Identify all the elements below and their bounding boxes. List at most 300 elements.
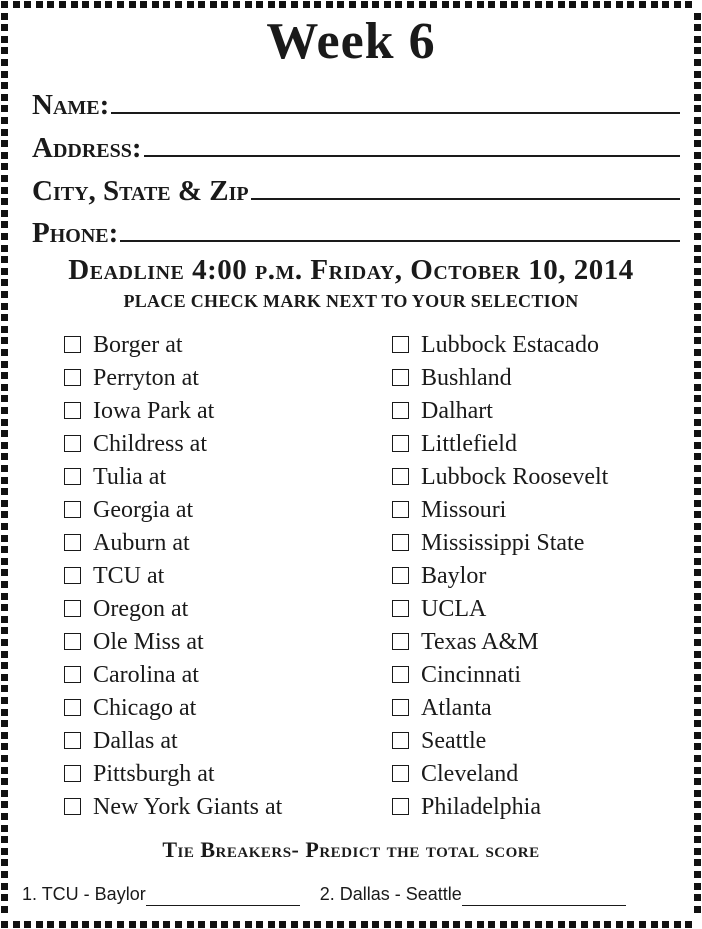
home-team-label: Georgia at bbox=[93, 496, 194, 523]
game-row bbox=[64, 592, 684, 625]
border-dash bbox=[1, 361, 8, 368]
checkbox[interactable] bbox=[64, 402, 81, 419]
home-team-label: Auburn at bbox=[93, 529, 190, 556]
border-dash bbox=[163, 1, 170, 8]
border-dash bbox=[523, 921, 530, 928]
border-dash bbox=[117, 921, 124, 928]
border-dash bbox=[453, 921, 460, 928]
game-row bbox=[64, 493, 684, 526]
page-title: Week 6 bbox=[266, 13, 436, 70]
border-dash bbox=[24, 1, 31, 8]
border-dash bbox=[694, 558, 701, 565]
border-dash bbox=[268, 921, 275, 928]
tiebreaker-1[interactable] bbox=[22, 882, 300, 906]
away-pick[interactable] bbox=[392, 790, 541, 823]
border-dash bbox=[453, 1, 460, 8]
border-dash bbox=[694, 268, 701, 275]
away-pick[interactable] bbox=[392, 394, 493, 427]
border-dash bbox=[651, 1, 658, 8]
border-dash bbox=[694, 326, 701, 333]
name-line[interactable] bbox=[111, 84, 680, 114]
border-dash bbox=[105, 921, 112, 928]
border-dash bbox=[581, 921, 588, 928]
border-dash bbox=[140, 1, 147, 8]
away-pick[interactable] bbox=[392, 427, 517, 460]
checkbox[interactable] bbox=[64, 798, 81, 815]
phone-label: Phone: bbox=[32, 217, 119, 249]
tiebreaker-2-line[interactable] bbox=[462, 887, 626, 906]
checkbox[interactable] bbox=[64, 435, 81, 452]
border-dash bbox=[569, 921, 576, 928]
border-dash bbox=[82, 1, 89, 8]
border-dash bbox=[1, 233, 8, 240]
border-dash bbox=[256, 921, 263, 928]
border-dash bbox=[694, 314, 701, 321]
game-row bbox=[64, 559, 684, 592]
border-dash bbox=[694, 419, 701, 426]
border-dash bbox=[694, 47, 701, 54]
border-dash bbox=[1, 419, 8, 426]
home-team-label: Iowa Park at bbox=[93, 397, 215, 424]
home-team-label: Perryton at bbox=[93, 364, 199, 391]
border-dash bbox=[694, 349, 701, 356]
checkbox[interactable] bbox=[64, 765, 81, 782]
home-team-label: TCU at bbox=[93, 562, 165, 589]
border-dash bbox=[694, 709, 701, 716]
border-dash bbox=[129, 921, 136, 928]
border-dash bbox=[694, 616, 701, 623]
border-dash bbox=[694, 535, 701, 542]
checkbox[interactable] bbox=[392, 666, 409, 683]
border-dash bbox=[694, 256, 701, 263]
border-dash bbox=[47, 1, 54, 8]
border-dash bbox=[694, 732, 701, 739]
border-dash bbox=[326, 921, 333, 928]
away-pick[interactable] bbox=[392, 757, 518, 790]
border-dash bbox=[1, 523, 8, 530]
away-pick[interactable] bbox=[392, 592, 486, 625]
border-dash bbox=[694, 465, 701, 472]
border-dash bbox=[1, 848, 8, 855]
border-dash bbox=[1, 1, 8, 8]
away-team-label: Missouri bbox=[421, 496, 507, 523]
border-dash bbox=[694, 801, 701, 808]
border-dash bbox=[442, 1, 449, 8]
tiebreaker-2[interactable] bbox=[320, 882, 626, 906]
home-pick[interactable] bbox=[64, 460, 166, 493]
border-dash bbox=[1, 801, 8, 808]
border-dash bbox=[1, 314, 8, 321]
border-dash bbox=[1, 349, 8, 356]
border-dash bbox=[1, 337, 8, 344]
border-dash bbox=[1, 906, 8, 913]
home-team-label: Ole Miss at bbox=[93, 628, 204, 655]
entry-form bbox=[18, 10, 684, 904]
phone-field[interactable] bbox=[32, 206, 680, 248]
border-dash bbox=[535, 1, 542, 8]
border-dash bbox=[694, 546, 701, 553]
border-dash bbox=[500, 921, 507, 928]
checkbox[interactable] bbox=[64, 600, 81, 617]
game-row bbox=[64, 757, 684, 790]
border-dash bbox=[1, 921, 8, 928]
border-dash bbox=[187, 921, 194, 928]
home-pick[interactable] bbox=[64, 724, 178, 757]
home-pick[interactable] bbox=[64, 625, 204, 658]
border-dash bbox=[1, 291, 8, 298]
away-team-label: Mississippi State bbox=[421, 529, 585, 556]
border-dash bbox=[1, 407, 8, 414]
checkbox[interactable] bbox=[64, 567, 81, 584]
checkbox[interactable] bbox=[64, 501, 81, 518]
checkbox[interactable] bbox=[392, 765, 409, 782]
border-dash bbox=[694, 384, 701, 391]
border-dash bbox=[616, 921, 623, 928]
checkbox[interactable] bbox=[64, 336, 81, 353]
border-dash bbox=[694, 291, 701, 298]
border-dash bbox=[465, 1, 472, 8]
checkbox[interactable] bbox=[64, 534, 81, 551]
border-dash bbox=[694, 372, 701, 379]
border-dash bbox=[1, 82, 8, 89]
game-row bbox=[64, 427, 684, 460]
checkbox[interactable] bbox=[392, 732, 409, 749]
border-dash bbox=[1, 569, 8, 576]
away-pick[interactable] bbox=[392, 526, 584, 559]
city-state-zip-label: City, State & Zip bbox=[32, 175, 249, 207]
border-dash bbox=[13, 921, 20, 928]
home-pick[interactable] bbox=[64, 493, 193, 526]
border-dash bbox=[221, 921, 228, 928]
border-dash bbox=[694, 152, 701, 159]
checkbox[interactable] bbox=[392, 402, 409, 419]
phone-line[interactable] bbox=[120, 212, 680, 242]
border-dash bbox=[1, 627, 8, 634]
border-dash bbox=[210, 921, 217, 928]
checkbox[interactable] bbox=[392, 567, 409, 584]
border-dash bbox=[1, 778, 8, 785]
border-dash bbox=[1, 268, 8, 275]
border-dash bbox=[1, 140, 8, 147]
border-dash bbox=[233, 1, 240, 8]
border-dash bbox=[694, 500, 701, 507]
home-pick[interactable] bbox=[64, 427, 207, 460]
border-dash bbox=[384, 921, 391, 928]
away-team-label: Bushland bbox=[421, 364, 512, 391]
border-dash bbox=[674, 1, 681, 8]
deadline-text: Deadline 4:00 p.m. Friday, October 10, 2014 bbox=[68, 254, 634, 286]
border-dash bbox=[694, 778, 701, 785]
checkbox[interactable] bbox=[392, 633, 409, 650]
border-dash bbox=[187, 1, 194, 8]
border-dash bbox=[694, 883, 701, 890]
border-dash bbox=[694, 233, 701, 240]
checkbox[interactable] bbox=[392, 798, 409, 815]
border-dash bbox=[1, 47, 8, 54]
home-team-label: Childress at bbox=[93, 430, 207, 457]
border-dash bbox=[694, 697, 701, 704]
border-dash bbox=[694, 651, 701, 658]
border-dash bbox=[1, 662, 8, 669]
border-dash bbox=[511, 1, 518, 8]
border-dash bbox=[1, 674, 8, 681]
border-dash bbox=[694, 71, 701, 78]
away-pick[interactable] bbox=[392, 559, 486, 592]
border-dash bbox=[314, 921, 321, 928]
city-state-zip-line[interactable] bbox=[251, 170, 680, 200]
border-dash bbox=[337, 921, 344, 928]
border-dash bbox=[546, 1, 553, 8]
home-pick[interactable] bbox=[64, 394, 214, 427]
border-dash bbox=[685, 921, 692, 928]
border-dash bbox=[694, 674, 701, 681]
home-team-label: Chicago at bbox=[93, 694, 197, 721]
border-dash bbox=[1, 488, 8, 495]
border-dash bbox=[694, 581, 701, 588]
border-dash bbox=[1, 94, 8, 101]
away-pick[interactable] bbox=[392, 724, 486, 757]
border-dash bbox=[500, 1, 507, 8]
address-field[interactable] bbox=[32, 121, 680, 163]
border-dash bbox=[94, 1, 101, 8]
checkbox[interactable] bbox=[392, 534, 409, 551]
checkbox[interactable] bbox=[392, 435, 409, 452]
game-row bbox=[64, 394, 684, 427]
border-dash bbox=[488, 921, 495, 928]
border-dash bbox=[639, 1, 646, 8]
away-team-label: UCLA bbox=[421, 595, 487, 622]
border-dash bbox=[337, 1, 344, 8]
tiebreaker-2-label: 2. Dallas - Seattle bbox=[319, 884, 462, 904]
border-dash bbox=[1, 639, 8, 646]
tiebreaker-row bbox=[22, 882, 682, 906]
checkbox[interactable] bbox=[64, 732, 81, 749]
border-dash bbox=[1, 697, 8, 704]
checkbox[interactable] bbox=[64, 633, 81, 650]
border-dash bbox=[1, 59, 8, 66]
border-dash bbox=[1, 465, 8, 472]
away-team-label: Philadelphia bbox=[421, 793, 541, 820]
border-dash bbox=[1, 245, 8, 252]
away-pick[interactable] bbox=[392, 625, 539, 658]
border-dash bbox=[291, 1, 298, 8]
home-pick[interactable] bbox=[64, 592, 188, 625]
home-team-label: Dallas at bbox=[93, 727, 178, 754]
border-dash bbox=[694, 477, 701, 484]
border-dash bbox=[1, 720, 8, 727]
border-dash bbox=[384, 1, 391, 8]
border-dash bbox=[694, 755, 701, 762]
border-dash bbox=[694, 303, 701, 310]
checkbox[interactable] bbox=[64, 699, 81, 716]
border-dash bbox=[694, 442, 701, 449]
border-dash bbox=[1, 685, 8, 692]
border-dash bbox=[694, 871, 701, 878]
border-dash bbox=[694, 767, 701, 774]
border-dash bbox=[245, 1, 252, 8]
checkbox[interactable] bbox=[64, 666, 81, 683]
border-dash bbox=[1, 105, 8, 112]
tiebreaker-1-label: 1. TCU - Baylor bbox=[22, 884, 146, 904]
border-dash bbox=[694, 279, 701, 286]
border-dash bbox=[105, 1, 112, 8]
border-dash bbox=[1, 36, 8, 43]
border-dash bbox=[694, 685, 701, 692]
home-pick[interactable] bbox=[64, 691, 196, 724]
border-dash bbox=[221, 1, 228, 8]
border-dash bbox=[694, 488, 701, 495]
border-dash bbox=[593, 1, 600, 8]
away-team-label: Lubbock Estacado bbox=[421, 331, 599, 358]
home-team-label: New York Giants at bbox=[93, 793, 283, 820]
border-dash bbox=[349, 921, 356, 928]
border-dash bbox=[1, 198, 8, 205]
border-dash bbox=[694, 129, 701, 136]
border-dash bbox=[24, 921, 31, 928]
border-dash bbox=[523, 1, 530, 8]
home-pick[interactable] bbox=[64, 757, 215, 790]
home-pick[interactable] bbox=[64, 658, 199, 691]
checkbox[interactable] bbox=[64, 369, 81, 386]
checkbox[interactable] bbox=[64, 468, 81, 485]
border-dash bbox=[1, 221, 8, 228]
border-dash bbox=[477, 1, 484, 8]
border-dash bbox=[694, 24, 701, 31]
home-pick[interactable] bbox=[64, 526, 190, 559]
border-dash bbox=[465, 921, 472, 928]
away-team-label: Texas A&M bbox=[421, 628, 539, 655]
border-dash bbox=[1, 187, 8, 194]
border-dash bbox=[694, 407, 701, 414]
home-pick[interactable] bbox=[64, 328, 183, 361]
border-dash bbox=[163, 921, 170, 928]
tiebreaker-1-line[interactable] bbox=[146, 887, 300, 906]
border-dash bbox=[604, 1, 611, 8]
checkbox[interactable] bbox=[392, 369, 409, 386]
border-dash bbox=[1, 129, 8, 136]
game-row bbox=[64, 625, 684, 658]
border-dash bbox=[639, 921, 646, 928]
checkbox[interactable] bbox=[392, 336, 409, 353]
border-dash bbox=[511, 921, 518, 928]
border-dash bbox=[1, 883, 8, 890]
home-pick[interactable] bbox=[64, 790, 282, 823]
border-dash bbox=[694, 836, 701, 843]
name-field[interactable] bbox=[32, 78, 680, 120]
border-dash bbox=[694, 187, 701, 194]
border-dash bbox=[1, 152, 8, 159]
border-dash bbox=[694, 221, 701, 228]
border-dash bbox=[268, 1, 275, 8]
home-team-label: Oregon at bbox=[93, 595, 189, 622]
border-dash bbox=[546, 921, 553, 928]
border-dash bbox=[1, 477, 8, 484]
border-dash bbox=[1, 813, 8, 820]
border-dash bbox=[694, 662, 701, 669]
border-dash bbox=[71, 921, 78, 928]
game-row bbox=[64, 526, 684, 559]
away-pick[interactable] bbox=[392, 328, 599, 361]
border-dash bbox=[36, 921, 43, 928]
away-team-label: Baylor bbox=[421, 562, 487, 589]
away-pick[interactable] bbox=[392, 460, 608, 493]
border-dash bbox=[372, 921, 379, 928]
instruction-text: PLACE CHECK MARK NEXT TO YOUR SELECTION bbox=[123, 291, 579, 311]
border-dash bbox=[694, 245, 701, 252]
border-dash bbox=[1, 511, 8, 518]
border-dash bbox=[1, 535, 8, 542]
border-dash bbox=[1, 743, 8, 750]
border-dash bbox=[694, 743, 701, 750]
border-dash bbox=[71, 1, 78, 8]
away-team-label: Seattle bbox=[421, 727, 487, 754]
border-dash bbox=[1, 384, 8, 391]
border-dash bbox=[233, 921, 240, 928]
border-dash bbox=[694, 337, 701, 344]
away-pick[interactable] bbox=[392, 658, 521, 691]
home-team-label: Borger at bbox=[93, 331, 183, 358]
border-dash bbox=[430, 1, 437, 8]
border-dash bbox=[407, 1, 414, 8]
game-row bbox=[64, 724, 684, 757]
checkbox[interactable] bbox=[392, 501, 409, 518]
border-dash bbox=[694, 813, 701, 820]
border-dash bbox=[1, 372, 8, 379]
border-dash bbox=[694, 825, 701, 832]
border-dash bbox=[616, 1, 623, 8]
border-dash bbox=[477, 921, 484, 928]
border-dash bbox=[694, 82, 701, 89]
border-dash bbox=[694, 13, 701, 20]
checkbox[interactable] bbox=[392, 468, 409, 485]
border-dash bbox=[694, 790, 701, 797]
border-dash bbox=[558, 1, 565, 8]
border-dash bbox=[694, 639, 701, 646]
border-dash bbox=[175, 921, 182, 928]
home-pick[interactable] bbox=[64, 361, 199, 394]
home-team-label: Pittsburgh at bbox=[93, 760, 215, 787]
border-dash bbox=[694, 569, 701, 576]
border-dash bbox=[1, 430, 8, 437]
game-row bbox=[64, 460, 684, 493]
checkbox[interactable] bbox=[392, 600, 409, 617]
border-dash bbox=[372, 1, 379, 8]
border-dash bbox=[604, 921, 611, 928]
away-pick[interactable] bbox=[392, 361, 512, 394]
border-dash bbox=[1, 175, 8, 182]
border-dash bbox=[694, 36, 701, 43]
checkbox[interactable] bbox=[392, 699, 409, 716]
away-pick[interactable] bbox=[392, 493, 506, 526]
border-dash bbox=[1, 24, 8, 31]
border-dash bbox=[152, 921, 159, 928]
away-team-label: Atlanta bbox=[421, 694, 492, 721]
address-line[interactable] bbox=[144, 127, 680, 157]
border-dash bbox=[581, 1, 588, 8]
border-dash bbox=[1, 279, 8, 286]
border-dash bbox=[694, 94, 701, 101]
border-dash bbox=[291, 921, 298, 928]
address-label: Address: bbox=[32, 132, 142, 164]
away-pick[interactable] bbox=[392, 691, 492, 724]
border-dash bbox=[1, 442, 8, 449]
border-dash bbox=[59, 1, 66, 8]
border-dash bbox=[694, 604, 701, 611]
city-state-zip-field[interactable] bbox=[32, 164, 680, 206]
home-team-label: Tulia at bbox=[93, 463, 167, 490]
home-pick[interactable] bbox=[64, 559, 164, 592]
border-dash bbox=[694, 627, 701, 634]
